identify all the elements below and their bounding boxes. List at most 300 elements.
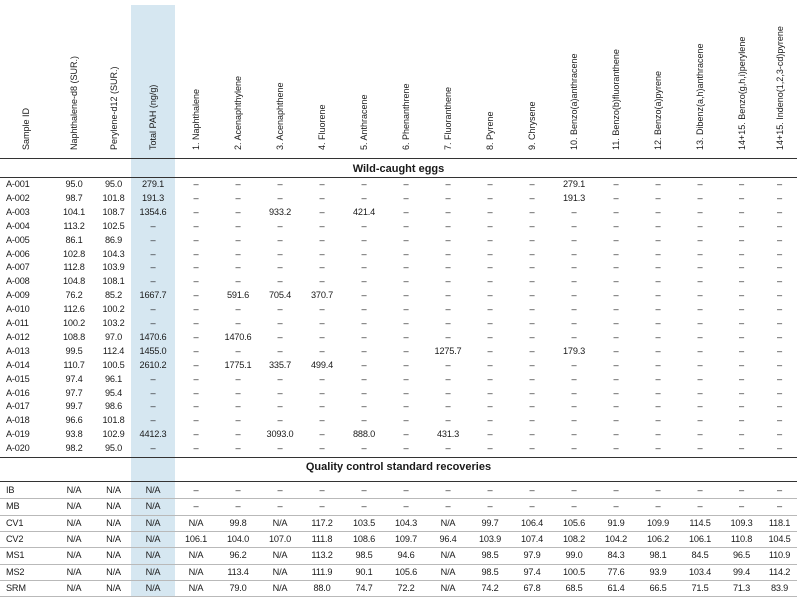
table-cell: – (193, 501, 199, 512)
table-cell: – (403, 234, 409, 245)
table-cell: – (613, 276, 619, 287)
table-cell: – (739, 179, 744, 189)
table-cell: – (571, 415, 577, 426)
table-cell: – (697, 387, 703, 398)
table-cell: – (445, 290, 451, 301)
table-cell: – (193, 220, 199, 231)
table-cell: – (655, 443, 661, 454)
table-cell: – (235, 206, 241, 217)
table-cell: 117.2 (311, 517, 333, 528)
table-cell: – (739, 262, 744, 273)
table-cell: 106.1 (689, 533, 711, 544)
table-cell: – (777, 429, 782, 440)
table-cell: – (487, 318, 493, 328)
table-cell: – (571, 262, 577, 273)
table-cell: 99.7 (481, 517, 499, 528)
section-title-qc: Quality control standard recoveries (305, 461, 492, 473)
table-cell: – (361, 331, 367, 342)
table-cell: – (739, 373, 744, 384)
table-cell: – (403, 262, 409, 273)
table-row (0, 498, 797, 514)
column-header-17 (679, 0, 721, 160)
table-cell: 107.4 (521, 533, 543, 544)
table-cell: – (655, 387, 661, 398)
table-cell: – (403, 373, 409, 384)
table-cell: – (697, 262, 703, 273)
table-cell: – (777, 179, 782, 189)
table-cell: – (150, 220, 156, 231)
table-cell: – (277, 179, 283, 189)
column-header-label: Sample ID (21, 107, 31, 150)
table-cell: – (445, 373, 451, 384)
table-cell: N/A (66, 517, 82, 528)
column-header-9 (343, 0, 385, 160)
table-row (0, 414, 797, 428)
column-header-5 (175, 0, 217, 160)
column-header-2 (52, 0, 96, 160)
table-cell: 113.2 (63, 220, 85, 231)
table-cell: – (697, 415, 703, 426)
table-cell: – (193, 429, 199, 440)
table-cell: – (403, 192, 409, 203)
table-cell: – (697, 304, 703, 315)
table-cell: – (235, 373, 241, 384)
table-cell: – (445, 331, 451, 342)
table-cell: – (361, 387, 367, 398)
table-cell: – (445, 179, 451, 189)
table-cell: – (739, 304, 744, 315)
table-cell: – (235, 485, 241, 495)
table-cell: – (571, 276, 577, 287)
table-cell: – (403, 179, 409, 189)
table-cell: 1470.6 (139, 331, 167, 342)
table-cell: – (655, 179, 661, 189)
table-cell: 108.8 (63, 331, 85, 342)
table-cell: 83.9 (770, 582, 789, 593)
table-cell: 99.0 (565, 550, 583, 561)
table-cell: – (319, 220, 325, 231)
table-cell: – (445, 318, 451, 328)
column-header-19 (762, 0, 797, 160)
table-cell: – (777, 387, 782, 398)
table-cell: – (529, 179, 535, 189)
table-cell: N/A (145, 550, 161, 561)
table-cell: 102.5 (102, 220, 125, 231)
table-cell: – (277, 276, 283, 287)
table-cell: – (150, 373, 156, 384)
table-cell: – (739, 345, 744, 356)
table-cell: – (529, 443, 535, 454)
table-cell: 114.5 (689, 517, 711, 528)
column-header-10 (385, 0, 427, 160)
table-cell: – (571, 387, 577, 398)
table-cell: – (235, 429, 241, 440)
table-cell: – (445, 443, 451, 454)
table-cell: – (235, 192, 241, 203)
table-cell: – (445, 220, 451, 231)
table-row (0, 303, 797, 317)
sample-id-cell: A-013 (6, 345, 30, 356)
table-cell: 106.1 (185, 533, 207, 544)
table-cell: 98.1 (649, 550, 667, 561)
table-cell: – (777, 373, 782, 384)
column-header-label: 2. Acenaphthylene (233, 75, 243, 150)
table-cell: – (777, 220, 782, 231)
table-cell: – (529, 248, 535, 259)
table-cell: N/A (145, 485, 161, 495)
table-cell: 97.0 (104, 331, 123, 342)
table-cell: – (277, 304, 283, 315)
table-cell: 84.3 (607, 550, 625, 561)
sample-id-cell: A-007 (6, 262, 30, 273)
table-cell: – (655, 401, 661, 412)
table-cell: – (193, 262, 199, 273)
table-cell: 591.6 (227, 290, 249, 301)
table-cell: 101.8 (102, 415, 125, 426)
table-cell: N/A (106, 517, 121, 528)
table-cell: 95.0 (104, 179, 123, 189)
table-cell: 96.2 (229, 550, 247, 561)
sample-id-cell: A-008 (6, 276, 30, 287)
table-cell: 100.5 (563, 566, 585, 577)
table-cell: N/A (66, 550, 82, 561)
table-row (0, 192, 797, 206)
table-cell: – (697, 401, 703, 412)
table-cell: – (613, 234, 619, 245)
table-cell: – (487, 485, 493, 495)
column-header-label: 12. Benzo(a)pyrene (653, 70, 663, 150)
table-cell: – (319, 429, 325, 440)
table-cell: – (777, 401, 782, 412)
column-header-18 (721, 0, 762, 160)
table-cell: – (361, 276, 367, 287)
table-cell: N/A (272, 582, 288, 593)
table-cell: – (445, 415, 451, 426)
table-cell: – (777, 290, 782, 301)
table-cell: – (150, 262, 156, 273)
table-cell: N/A (145, 501, 161, 512)
table-cell: – (613, 429, 619, 440)
table-cell: – (487, 429, 493, 440)
sample-id-cell: A-014 (6, 359, 30, 370)
table-cell: 98.5 (481, 566, 499, 577)
column-header-11 (427, 0, 469, 160)
table-cell: – (655, 485, 661, 495)
table-cell: – (739, 415, 744, 426)
table-cell: – (319, 179, 325, 189)
table-cell: – (739, 276, 744, 287)
sample-id-cell: A-017 (6, 401, 30, 412)
table-cell: – (697, 331, 703, 342)
table-cell: 104.3 (395, 517, 417, 528)
table-cell: 888.0 (353, 429, 375, 440)
table-cell: – (361, 443, 367, 454)
table-cell: – (613, 304, 619, 315)
table-cell: 98.5 (481, 550, 499, 561)
table-cell: – (487, 359, 493, 370)
table-cell: 98.7 (65, 192, 83, 203)
section-title-wild-caught: Wild-caught eggs (352, 163, 445, 175)
table-cell: N/A (188, 566, 204, 577)
table-cell: – (529, 290, 535, 301)
table-cell: – (613, 501, 619, 512)
column-header-16 (637, 0, 679, 160)
table-cell: – (571, 318, 577, 328)
table-cell: – (697, 501, 703, 512)
table-row (0, 531, 797, 547)
column-header-14 (553, 0, 595, 160)
table-row (0, 515, 797, 531)
sample-id-cell: IB (6, 485, 15, 495)
table-cell: – (445, 401, 451, 412)
table-cell: 179.3 (563, 345, 585, 356)
column-header-15 (595, 0, 637, 160)
column-header-8 (301, 0, 343, 160)
table-cell: – (319, 345, 325, 356)
table-cell: – (777, 485, 782, 495)
table-row (0, 331, 797, 345)
table-cell: – (487, 304, 493, 315)
table-cell: 335.7 (269, 359, 291, 370)
table-cell: 99.8 (229, 517, 247, 528)
table-cell: – (655, 234, 661, 245)
table-cell: – (193, 179, 199, 189)
table-cell: N/A (272, 566, 288, 577)
column-header-6 (217, 0, 259, 160)
table-row (0, 275, 797, 289)
table-cell: N/A (145, 582, 161, 593)
table-cell: – (277, 318, 283, 328)
table-cell: – (193, 401, 199, 412)
table-cell: – (193, 276, 199, 287)
sample-id-cell: A-016 (6, 387, 30, 398)
table-cell: – (319, 415, 325, 426)
table-cell: – (193, 415, 199, 426)
table-cell: – (739, 220, 744, 231)
column-header-label: 11. Benzo(b)fluoranthene (611, 49, 621, 150)
table-cell: – (571, 429, 577, 440)
table-cell: – (487, 290, 493, 301)
table-cell: – (697, 234, 703, 245)
table-cell: – (697, 220, 703, 231)
table-cell: N/A (145, 517, 161, 528)
table-cell: – (319, 276, 325, 287)
table-cell: – (403, 387, 409, 398)
table-row (0, 547, 797, 563)
table-cell: 104.5 (768, 533, 791, 544)
column-header-label: 10. Benzo(a)anthracene (569, 53, 579, 150)
table-cell: 1667.7 (139, 290, 167, 301)
table-cell: – (403, 485, 409, 495)
table-cell: – (361, 501, 367, 512)
table-cell: – (613, 220, 619, 231)
table-cell: – (403, 276, 409, 287)
table-cell: – (277, 485, 283, 495)
table-cell: – (613, 290, 619, 301)
table-cell: – (613, 443, 619, 454)
table-cell: – (487, 401, 493, 412)
table-cell: – (655, 290, 661, 301)
table-cell: – (571, 359, 577, 370)
table-cell: – (777, 318, 782, 328)
table-cell: – (150, 443, 156, 454)
table-cell: – (235, 234, 241, 245)
table-cell: – (403, 501, 409, 512)
table-cell: – (445, 387, 451, 398)
table-cell: – (235, 304, 241, 315)
table-cell: 99.4 (732, 566, 751, 577)
table-cell: – (487, 443, 493, 454)
table-cell: – (235, 318, 241, 328)
table-cell: 106.2 (647, 533, 669, 544)
table-cell: – (655, 192, 661, 203)
table-cell: – (403, 415, 409, 426)
table-cell: – (487, 262, 493, 273)
table-cell: – (529, 276, 535, 287)
table-cell: 100.5 (102, 359, 125, 370)
table-cell: 77.6 (607, 566, 625, 577)
table-cell: 97.4 (65, 373, 83, 384)
table-cell: 103.4 (689, 566, 711, 577)
table-cell: – (529, 192, 535, 203)
table-cell: – (529, 415, 535, 426)
table-cell: – (777, 248, 782, 259)
table-cell: – (613, 345, 619, 356)
table-cell: – (613, 262, 619, 273)
table-cell: – (655, 304, 661, 315)
table-cell: – (739, 501, 744, 512)
table-cell: 99.7 (65, 401, 83, 412)
table-cell: 95.4 (104, 387, 123, 398)
table-cell: 71.5 (691, 582, 709, 593)
table-cell: – (655, 345, 661, 356)
table-cell: – (613, 401, 619, 412)
table-cell: – (571, 485, 577, 495)
table-cell: N/A (66, 566, 82, 577)
table-cell: – (361, 401, 367, 412)
table-cell: – (655, 359, 661, 370)
column-header-13 (511, 0, 553, 160)
table-cell: – (739, 429, 744, 440)
table-cell: 110.7 (63, 359, 85, 370)
table-cell: – (319, 206, 325, 217)
table-cell: 108.6 (353, 533, 375, 544)
table-cell: – (739, 318, 744, 328)
table-cell: – (697, 318, 703, 328)
column-header-1 (0, 0, 52, 160)
table-cell: – (193, 387, 199, 398)
table-cell: – (193, 443, 199, 454)
sample-id-cell: A-011 (6, 318, 29, 328)
table-cell: 4412.3 (139, 429, 167, 440)
table-cell: – (613, 206, 619, 217)
table-cell: 90.1 (355, 566, 373, 577)
table-cell: – (655, 373, 661, 384)
table-cell: – (277, 345, 283, 356)
table-cell: N/A (188, 582, 204, 593)
table-cell: 86.1 (65, 234, 83, 245)
table-cell: – (487, 206, 493, 217)
table-row (0, 442, 797, 456)
column-header-12 (469, 0, 511, 160)
table-cell: 91.9 (607, 517, 625, 528)
table-cell: – (361, 192, 367, 203)
table-cell: 103.9 (479, 533, 501, 544)
table-cell: – (777, 359, 782, 370)
table-cell: – (319, 387, 325, 398)
table-cell: N/A (145, 533, 161, 544)
sample-id-cell: CV2 (6, 533, 24, 544)
table-cell: – (529, 345, 535, 356)
table-cell: – (277, 443, 283, 454)
table-cell: 103.2 (102, 318, 125, 328)
table-cell: – (361, 220, 367, 231)
table-cell: – (697, 206, 703, 217)
table-cell: – (613, 359, 619, 370)
table-cell: N/A (106, 566, 121, 577)
table-cell: – (529, 318, 535, 328)
table-cell: – (361, 290, 367, 301)
table-cell: – (319, 234, 325, 245)
table-cell: – (150, 415, 156, 426)
sample-id-cell: A-005 (6, 234, 30, 245)
table-cell: 95.0 (104, 443, 123, 454)
column-header-label: Perylene-d12 (SUR.) (108, 66, 119, 150)
table-cell: – (361, 179, 367, 189)
table-cell: – (277, 248, 283, 259)
sample-id-cell: MS2 (6, 566, 25, 577)
table-cell: – (445, 192, 451, 203)
table-cell: 67.8 (523, 582, 541, 593)
table-cell: – (277, 387, 283, 398)
table-cell: 71.3 (732, 582, 751, 593)
table-cell: 104.2 (605, 533, 627, 544)
table-cell: 84.5 (691, 550, 709, 561)
table-cell: – (739, 192, 744, 203)
table-cell: 104.8 (63, 276, 85, 287)
table-cell: 1775.1 (224, 359, 252, 370)
table-cell: N/A (188, 550, 204, 561)
table-cell: – (319, 262, 325, 273)
table-cell: 113.2 (311, 550, 333, 561)
table-cell: – (403, 290, 409, 301)
table-cell: 112.4 (102, 345, 125, 356)
sample-id-cell: A-004 (6, 220, 30, 231)
table-cell: – (529, 429, 535, 440)
table-cell: 98.2 (65, 443, 83, 454)
table-cell: – (277, 501, 283, 512)
table-cell: – (319, 373, 325, 384)
table-cell: – (777, 501, 782, 512)
table-cell: – (777, 192, 782, 203)
table-row (0, 345, 797, 359)
table-cell: – (529, 485, 535, 495)
table-cell: – (777, 415, 782, 426)
table-cell: – (193, 304, 199, 315)
row-divider (0, 596, 797, 597)
table-cell: – (571, 443, 577, 454)
sample-id-cell: A-002 (6, 192, 30, 203)
column-header-label: 13. Dibenz(a,h)anthracene (695, 43, 705, 150)
table-cell: 191.3 (563, 192, 585, 203)
table-cell: – (361, 304, 367, 315)
table-cell: 109.7 (395, 533, 417, 544)
table-cell: – (739, 206, 744, 217)
table-cell: 96.1 (104, 373, 123, 384)
table-cell: 76.2 (65, 290, 83, 301)
table-cell: – (697, 290, 703, 301)
table-cell: 93.9 (649, 566, 667, 577)
